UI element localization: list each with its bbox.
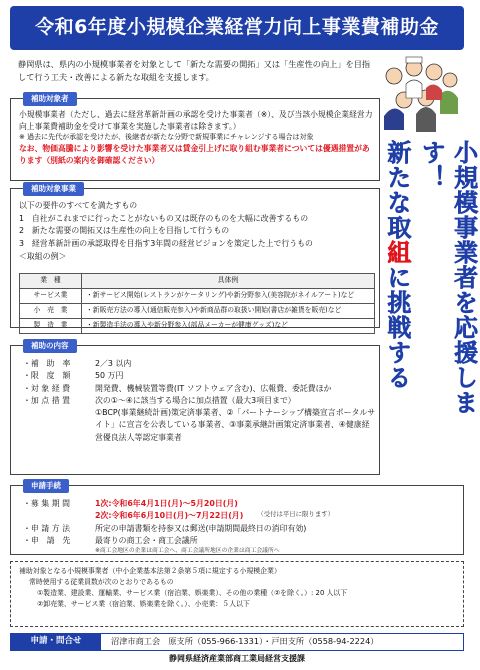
project-item: 2 新たな需要の開拓又は生産性の向上を目指して行うもの [19,226,230,236]
contact-label: 申請・問合せ [11,634,101,650]
detail-value: 2／3 以内 [95,359,132,368]
projects-intro: 以下の要件のすべてを満たすもの [19,201,138,210]
slogan-column-1 [380,140,412,460]
detail-row [23,383,377,395]
table-cell: 小 売 業 [20,304,82,319]
footer-org: 静岡県経済産業部商工業局経営支援課 [169,654,305,663]
detail-row [23,407,377,444]
priority-text: なお、物価高騰により影響を受けた事業者又は賃金引上げに取り組む事業者については優遇措置があります（別紙の案内を御確認ください） [19,143,370,165]
title-banner [10,6,464,50]
table-cell: ・新サービス開始(レストランがケータリング)や新分野参入(美容院がネイルアート)など [82,289,375,304]
eligible-section [10,94,380,181]
method-value: 所定の申請書類を持参又は郵送(申請期間最終日の消印有効) [95,523,307,533]
destination-note-row [23,547,459,556]
page-title: 令和6年度小規模企業経営力向上事業費補助金 [35,16,439,39]
table-header-row [20,274,375,289]
period-key: ・募 集 期 間 [23,499,70,508]
period-row [23,510,459,522]
detail-key: ・限 度 額 [23,371,71,381]
table-header: 具体例 [82,274,375,289]
period-note: （受付は平日に限ります） [257,510,334,519]
details-section [10,341,380,475]
table-row [20,319,375,334]
eligible-label: 補助対象者 [23,92,77,106]
table-header: 業 種 [20,274,82,289]
destination-note: ※商工会地区の企業は商工会へ、商工会議所地区の企業は商工会議所へ [95,548,280,554]
slogan-highlight: 組 [382,240,411,265]
contact-text: 沼津市商工会 原支所（055-966-1331）・戸田支所（0558-94-2224） [111,636,379,647]
slogan-column-2: 小規模事業者を応援します！ [417,140,478,415]
detail-row [23,395,377,407]
eligible-note: ※ 過去に先代が承認を受けたが、後継者が新たな分野で新規事業にチャレンジする場合は対象 [19,133,314,142]
period-1: 1次:令和6年4月1日(月)～5月20日(月) [95,499,238,508]
detail-row [23,358,377,370]
projects-section [10,184,380,330]
eligible-text: 小規模事業者（ただし、過去に経営革新計画の承認を受けた事業者（※）、及び当該小規模企業経営力向上事業費補助金を受けて事業を実施した事業者は除きます。） [19,110,373,131]
footnote-line: 補助対象となる小規模事業者（中小企業基本法第２条第５項に規定する小規模企業） [19,567,281,575]
details-label: 補助の内容 [23,339,77,353]
detail-key: ・対 象 経 費 [23,383,70,393]
slogan-part: に挑戦する [382,265,411,390]
period-2: 2次:令和6年6月10日(月)～7月22日(月) [95,511,244,521]
detail-value: 開発費、機械装置等費(IT ソフトウェア含む)、広報費、委託費ほか [95,383,332,393]
detail-key: ・補 助 率 [23,359,71,368]
examples-table [19,273,375,334]
table-cell: ・新販売方法の導入(通信販売参入)や新商品群の取扱い開始(書店が雑貨を販売)など [82,304,375,319]
bonus-text: ①BCP(事業継続計画)策定済事業者、②「パートナーシップ構築宣言ポータルサイト」に宣言を公表している事業者、③事業承継計画策定済事業者、④健康経営優良法人等認定事業者 [95,408,376,442]
table-cell: 製 造 業 [20,319,82,334]
intro-text: 静岡県は、県内の小規模事業者を対象として「新たな需要の開拓」又は「生産性の向上」を目指して行う工夫・改善による新たな取組を支援します。 [18,59,371,82]
method-row [23,523,459,535]
slogan-part: 新たな取 [382,140,411,240]
footnote-line: ②卸売業、サービス業（宿泊業、娯楽業を除く。）、小売業：５人以下 [37,600,250,609]
footnote-line: ①製造業、建設業、運輸業、サービス業（宿泊業、娯楽業）、その他の業種（②を除く。）: 20 人以下 [37,589,348,598]
footnote-line: 常時使用する従業員数が次のとおりであるもの [29,578,174,587]
destination-key: ・申 請 先 [23,535,71,545]
table-row [20,289,375,304]
detail-key: ・加 点 措 置 [23,395,70,405]
table-row [20,304,375,319]
period-row [23,498,459,510]
contact-bar [10,633,464,651]
slogan [382,140,478,460]
detail-row [23,370,377,382]
project-item: 3 経営革新計画の承認取得を目指す3年間の経営ビジョンを策定した上で行うもの [19,238,313,248]
business-people-illustration [380,54,460,132]
destination-value: 最寄りの商工会・商工会議所 [95,535,198,545]
project-item: 1 自社がこれまでに行ったことがないもの又は既存のものを大幅に改善するもの [19,213,309,223]
table-cell: サービス業 [20,289,82,304]
procedure-label: 申請手続 [23,479,69,493]
destination-row [23,535,459,547]
detail-value: 次の①～④に該当する場合に加点措置（最大3項目まで） [95,395,296,405]
projects-label: 補助対象事業 [23,182,84,196]
detail-value: 50 万円 [95,371,124,381]
procedure-section [10,481,464,555]
method-key: ・申 請 方 法 [23,523,70,533]
footnote-box [10,561,464,627]
examples-caption: ＜取組の例＞ [19,251,67,261]
table-cell: ・新製造手法の導入や新分野参入(部品メーカーが健康グッズ)など [82,319,375,334]
